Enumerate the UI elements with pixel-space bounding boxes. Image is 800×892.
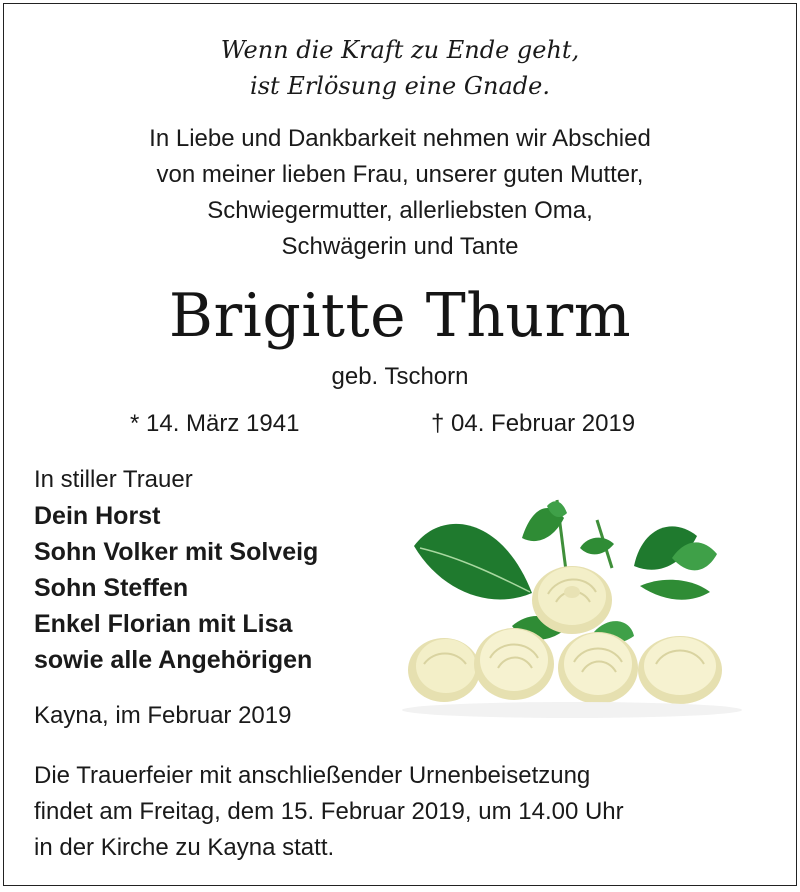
deceased-name: Brigitte Thurm — [168, 281, 632, 351]
white-roses-illustration — [372, 388, 770, 734]
mourners-lead: In stiller Trauer — [34, 466, 193, 493]
motto-line: ist Erlösung eine Gnade. — [250, 72, 550, 100]
motto-line: Wenn die Kraft zu Ende geht, — [220, 36, 580, 64]
farewell-line: In Liebe und Dankbarkeit nehmen wir Abschied — [149, 125, 651, 152]
funeral-service-info — [34, 758, 624, 866]
mourner-name: Enkel Florian mit Lisa — [34, 610, 293, 638]
maiden-name: geb. Tschorn — [331, 363, 469, 390]
mourner-name: Sohn Steffen — [34, 574, 189, 602]
service-line: in der Kirche zu Kayna statt. — [34, 834, 335, 861]
obituary-notice — [3, 3, 797, 886]
place-date: Kayna, im Februar 2019 — [34, 702, 292, 729]
farewell-line: von meiner lieben Frau, unserer guten Mutter, — [156, 161, 644, 188]
birth-date: * 14. März 1941 — [130, 410, 300, 437]
mourner-name: sowie alle Angehörigen — [34, 646, 313, 674]
death-date: † 04. Februar 2019 — [431, 410, 636, 437]
service-line: Die Trauerfeier mit anschließender Urnenbeisetzung — [34, 762, 591, 789]
mourners-block — [34, 462, 318, 678]
mourner-name: Sohn Volker mit Solveig — [34, 538, 319, 566]
mourner-name: Dein Horst — [34, 502, 161, 530]
farewell-text — [4, 121, 796, 265]
farewell-line: Schwiegermutter, allerliebsten Oma, — [207, 197, 593, 224]
farewell-line: Schwägerin und Tante — [281, 233, 519, 260]
service-line: findet am Freitag, dem 15. Februar 2019, um 14.00 Uhr — [34, 798, 624, 825]
motto — [4, 32, 796, 104]
